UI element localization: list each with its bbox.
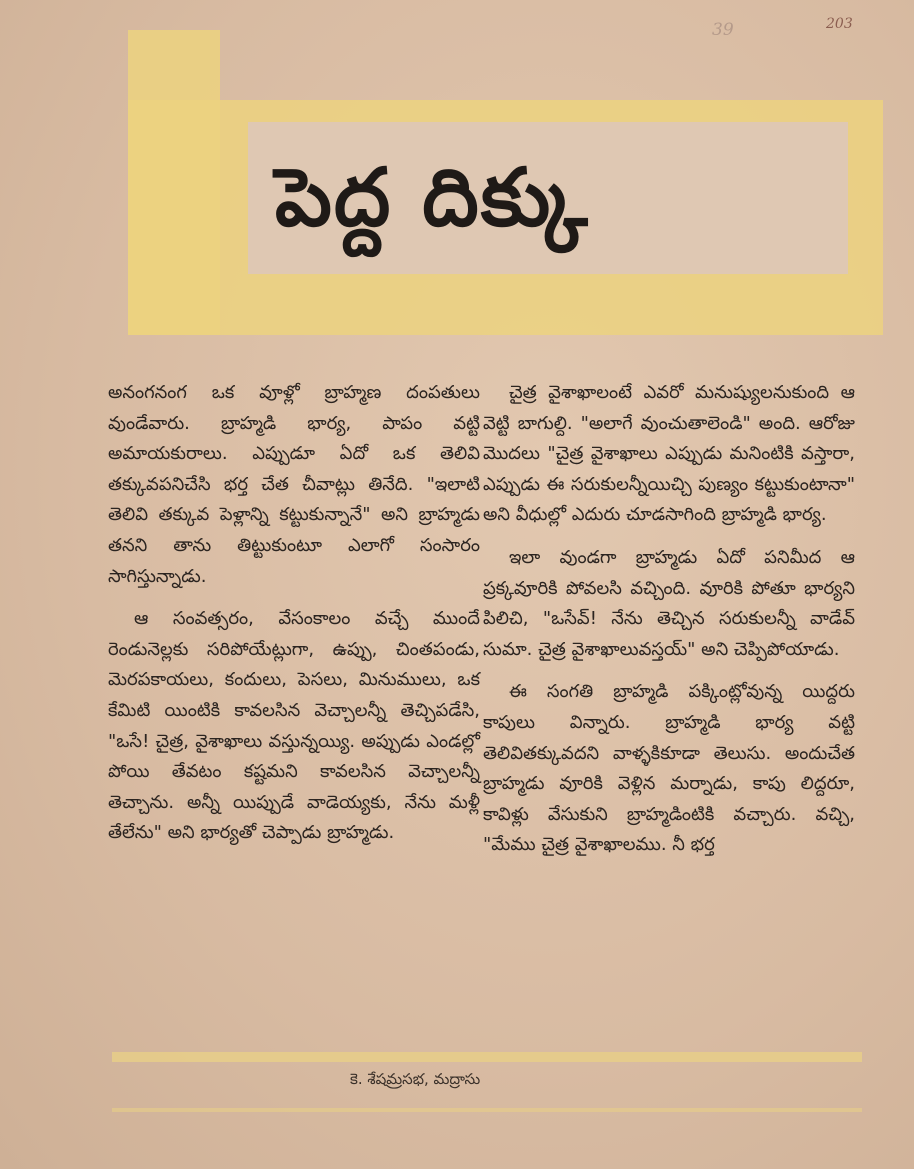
paragraph: ఈ సంగతి బ్రాహ్మడి పక్కింట్లోవున్న యిద్దరు కాపులు విన్నారు. బ్రాహ్మడి భార్య వట్టి తెలివితక్కువదని వాళ్ళకికూడా తెలుసు. అందుచేత బ్రాహ్మడు వూరికి వెళ్లిన మర్నాడు, కాపు లిద్దరూ, కావిళ్లు వేసుకుని బ్రాహ్మడింటికి వచ్చారు. వచ్చి, "మేము చైత్ర వైశాఖాలము. నీ భర్త bbox=[483, 681, 855, 856]
footer-rule bbox=[112, 1052, 862, 1062]
left-column bbox=[108, 378, 480, 861]
paragraph: ఆ సంవత్సరం, వేసంకాలం వచ్చే ముందే రెండునెల్లకు సరిపోయేట్లుగా, ఉప్పు, చింతపండు, మెరపకాయలు, కందులు, పెసలు, మినుములు, ఒక కేమిటి యింటికి కావలసిన వెచ్చాలన్నీ తెచ్చిపడేసి, "ఒసే! చైత్ర, వైశాఖాలు వస్తున్నయ్యి. అప్పుడు ఎండల్లో పోయి తేవటం కష్టమని కావలసిన వెచ్చాలన్నీ తెచ్చాను. అన్నీ యిప్పుడే వాడెయ్యకు, నేను మళ్లీ తేలేను" అని భార్యతో చెప్పాడు బ్రాహ్మడు. bbox=[108, 608, 480, 844]
page-number: 39 bbox=[712, 20, 734, 40]
footer-rule-bottom bbox=[112, 1108, 862, 1112]
author-credit: కె. శేషమ్రసభ, మద్రాసు bbox=[350, 1070, 481, 1088]
paragraph: ఇలా వుండగా బ్రాహ్మడు ఏదో పనిమీద ఆ ప్రక్కవూరికి పోవలసి వచ్చింది. వూరికి పోతూ భార్యని పిలిచి, "ఒసేవ్! నేను తెచ్చిన సరుకులన్నీ వాడేవ్ సుమా. చైత్ర వైశాఖాలువస్తయ్" అని చెప్పిపోయాడు. bbox=[483, 546, 855, 660]
right-column bbox=[483, 378, 855, 873]
paragraph: అనంగనంగ ఒక వూళ్లో బ్రాహ్మణ దంపతులు వుండేవారు. బ్రాహ్మడి భార్య, పాపం వట్టి అమాయకురాలు. ఎప్పుడూ ఏదో ఒక తెలివి తక్కువపనిచేసి భర్త చేత చీవాట్లు తినేది. "ఇలాటి తెలివి తక్కువ పెళ్లాన్ని కట్టుకున్నానే" అని బ్రాహ్మడు తనని తాను తిట్టుకుంటూ ఎలాగో సంసారం సాగిస్తున్నాడు. bbox=[108, 382, 480, 587]
story-title: పెద్ద దిక్కు bbox=[275, 151, 590, 244]
page-number-stamp: 203 bbox=[826, 16, 853, 32]
paragraph: చైత్ర వైశాఖాలంటే ఎవరో మనుష్యులనుకుంది ఆ వెట్టి బాగుల్ది. "అలాగే వుంచుతాలెండి" అంది. ఆరోజు మొదలు "చైత్ర వైశాఖాలు ఎప్పుడు మనింటికి వస్తారా, ఎప్పుడు ఈ సరుకులన్నీయిచ్చి పుణ్యం కట్టుకుంటానా" అని వీధుల్లో ఎదురు చూడసాగింది బ్రాహ్మడి భార్య. bbox=[483, 382, 855, 526]
